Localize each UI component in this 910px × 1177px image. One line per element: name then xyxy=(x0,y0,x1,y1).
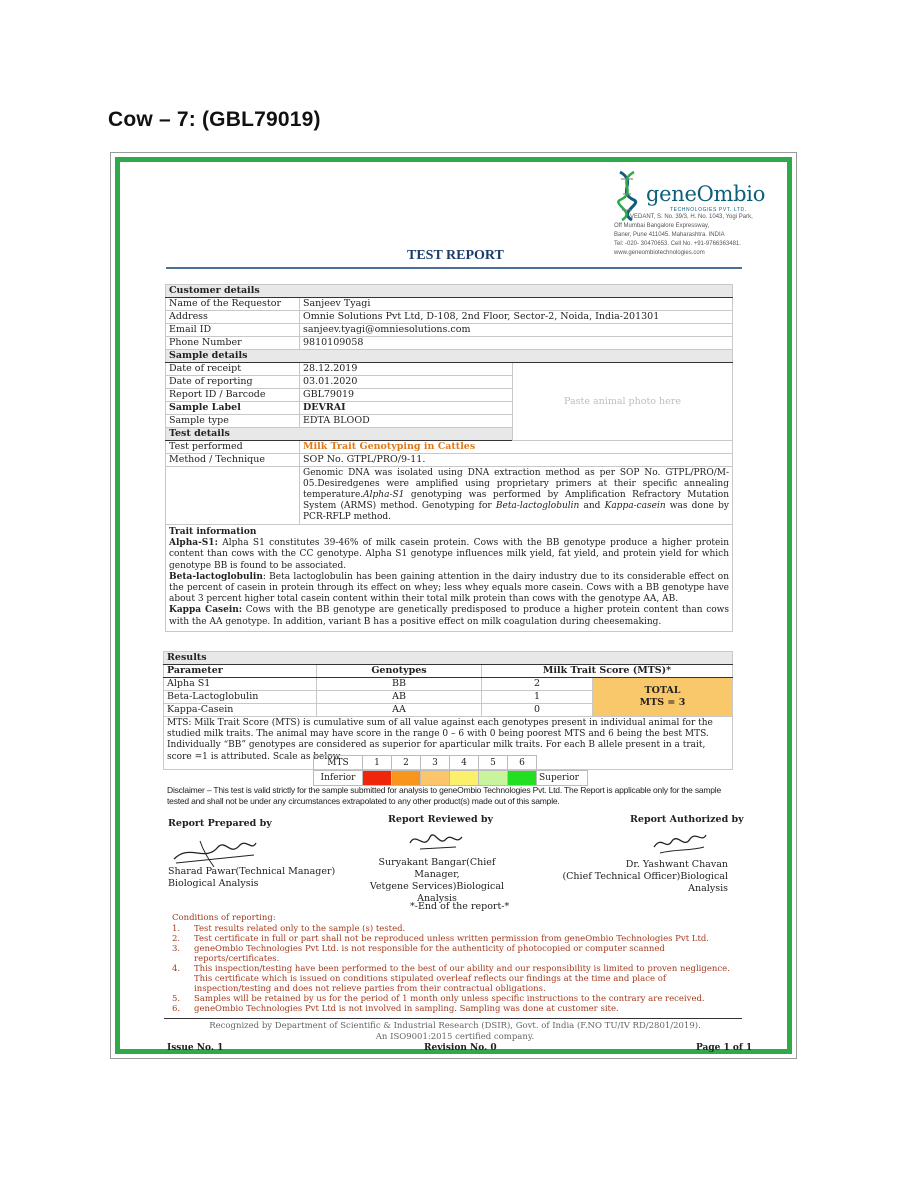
scale-swatch xyxy=(421,771,450,786)
sample-type: EDTA BLOOD xyxy=(300,415,513,428)
logo-name: geneOmbio xyxy=(646,182,766,206)
row-label: Name of the Requestor xyxy=(166,298,300,311)
address-value: Omnie Solutions Pvt Ltd, D-108, 2nd Floor, Sector-2, Noida, India-201301 xyxy=(300,311,733,324)
genotype-cell: BB xyxy=(317,678,482,691)
company-address xyxy=(614,213,753,258)
reviewed-signature xyxy=(406,825,466,855)
logo-subtitle: TECHNOLOGIES PVT. LTD. xyxy=(670,207,747,213)
table-row xyxy=(166,363,733,376)
report-title: TEST REPORT xyxy=(407,248,504,263)
reporting-date: 03.01.2020 xyxy=(300,376,513,389)
address-line: www.geneombiotechnologies.com xyxy=(614,250,705,256)
customer-section-header: Customer details xyxy=(166,285,733,298)
end-of-report: *-End of the report-* xyxy=(410,901,510,912)
scale-swatch xyxy=(479,771,508,786)
reviewed-heading: Report Reviewed by xyxy=(388,814,494,825)
results-section-header: Results xyxy=(164,652,733,665)
address-line: VEDANT, S. No. 39/3, H. No. 1043, Yogi Park, xyxy=(630,214,753,220)
parameter-cell: Alpha S1 xyxy=(164,678,317,691)
page-heading: Cow – 7: (GBL79019) xyxy=(108,108,321,131)
table-row xyxy=(166,467,733,525)
trait-information xyxy=(166,525,733,632)
list-item: 4. This inspection/testing have been performed to the best of our ability and our responsibility is limited to proven negligence. This certificate which is issued on conditions stipulated overleaf reflects our findings at the time and place of inspection/testing and does not relieve parties from their contractual obligations. xyxy=(172,964,730,994)
prepared-name: Sharad Pawar(Technical Manager) Biological Analysis xyxy=(168,866,336,889)
column-header: Genotypes xyxy=(317,665,482,678)
scale-number: 2 xyxy=(392,756,421,771)
table-row xyxy=(166,324,733,337)
footer-recognition: Recognized by Department of Scientific & Industrial Research (DSIR), Govt. of India (F.NO TU/IV RD/2801/2019). xyxy=(209,1021,701,1031)
column-header: Milk Trait Score (MTS)* xyxy=(482,665,733,678)
scale-number: 5 xyxy=(479,756,508,771)
animal-photo-placeholder: Paste animal photo here xyxy=(513,363,733,441)
conditions-of-reporting xyxy=(172,913,737,1014)
trait-title: Trait information xyxy=(169,527,257,537)
row-label: Report ID / Barcode xyxy=(166,389,300,402)
mts-explanation: MTS: Milk Trait Score (MTS) is cumulative sum of all value against each genotypes present in individual animal for the studied milk traits. The animal may have score in the range 0 – 6 with 0 being poorest MTS and 6 being the best MTS. Individually “BB” genotypes are considered as superior for aparticular milk traits. For each B allele present in a trait, score =1 is attributed. Scale as below: xyxy=(164,717,733,770)
table-row xyxy=(166,337,733,350)
reviewed-name: Suryakant Bangar(Chief Manager, Vetgene Services)Biological Analysis xyxy=(369,857,505,904)
receipt-date: 28.12.2019 xyxy=(300,363,513,376)
kappa-casein-info: Kappa Casein: Cows with the BB genotype are genetically predisposed to produce a higher protein content than cows with the AA genotype. In addition, variant B has a positive effect on milk coagulation during cheesemaking. xyxy=(169,605,729,627)
column-header: Parameter xyxy=(164,665,317,678)
scale-label: MTS xyxy=(314,756,363,771)
issue-number: Issue No. 1 xyxy=(167,1043,224,1053)
results-table xyxy=(163,651,733,770)
sample-section-header: Sample details xyxy=(166,350,733,363)
score-cell: 1 xyxy=(482,691,593,704)
row-label: Method / Technique xyxy=(166,454,300,467)
table-row xyxy=(166,311,733,324)
page-number: Page 1 of 1 xyxy=(696,1043,753,1053)
table-row xyxy=(166,441,733,454)
mts-scale xyxy=(313,755,588,786)
row-label: Phone Number xyxy=(166,337,300,350)
scale-swatch xyxy=(450,771,479,786)
scale-swatch xyxy=(508,771,537,786)
footer-iso: An ISO9001:2015 certified company. xyxy=(375,1032,535,1042)
scale-swatch xyxy=(363,771,392,786)
scale-superior-label: Superior xyxy=(537,771,588,786)
row-label: Sample Label xyxy=(166,402,300,415)
disclaimer: Disclaimer – This test is valid strictly for the sample submitted for analysis to geneOmbio Technologies Pvt. Ltd. The Report is applicable only for the sample tested and shall not be under any circumstances extrapolated to any other product(s) made out of this sample. xyxy=(167,785,722,806)
genotype-cell: AA xyxy=(317,704,482,717)
sample-label: DEVRAI xyxy=(300,402,513,415)
score-cell: 0 xyxy=(482,704,593,717)
authorized-signature xyxy=(650,827,710,857)
row-label: Email ID xyxy=(166,324,300,337)
genotype-cell: AB xyxy=(317,691,482,704)
score-cell: 2 xyxy=(482,678,593,691)
table-row xyxy=(166,454,733,467)
method-description: Genomic DNA was isolated using DNA extraction method as per SOP No. GTPL/PRO/M-05.Desiredgenes were amplified using proprietary primers at their specific annealing temperature.Alpha-S1 genotyping was performed by Amplification Refractory Mutation System (ARMS) method. Genotyping for Beta-lactoglobulin and Kappa-casein was done by PCR-RFLP method. xyxy=(300,467,733,525)
address-line: Baner, Pune 411045. Maharashtra. INDIA xyxy=(614,232,725,238)
scale-inferior-label: Inferior xyxy=(314,771,363,786)
table-row xyxy=(166,298,733,311)
details-table xyxy=(165,284,733,632)
report-id: GBL79019 xyxy=(300,389,513,402)
alpha-s1-info: Alpha-S1: Alpha S1 constitutes 39-46% of milk casein protein. Cows with the BB genotype produce a higher protein content than cows with the CC genotype. Alpha S1 genotype influences milk yield, fat yield, and protein yield for which genotype BB is found to be associated. xyxy=(169,538,729,571)
footer-divider xyxy=(164,1018,742,1019)
row-label: Sample type xyxy=(166,415,300,428)
conditions-title: Conditions of reporting: xyxy=(172,913,276,923)
row-label: Date of reporting xyxy=(166,376,300,389)
phone-value: 9810109058 xyxy=(300,337,733,350)
method-sop: SOP No. GTPL/PRO/9-11. xyxy=(300,454,733,467)
table-row xyxy=(164,678,733,691)
list-item: 3. geneOmbio Technologies Pvt Ltd. is not responsible for the authenticity of photocopied or computer scanned reports/certificates. xyxy=(172,944,665,964)
list-item: 2. Test certificate in full or part shall not be reproduced unless written permission from geneOmbio Technologies Pvt Ltd. xyxy=(172,934,710,944)
beta-lactoglobulin-info: Beta-lactoglobulin: Beta lactoglobulin has been gaining attention in the dairy industry due to its considerable effect on the percent of casein in protein through its effect on whey; less whey equals more casein. Cows with a BB genotype have about 3 percent higher total casein content within their total milk protein than cows with the genotype AA, AB. xyxy=(169,571,729,605)
email-value: sanjeev.tyagi@omniesolutions.com xyxy=(300,324,733,337)
prepared-heading: Report Prepared by xyxy=(168,818,272,829)
scale-number: 6 xyxy=(508,756,537,771)
row-label: Address xyxy=(166,311,300,324)
row-label: Date of receipt xyxy=(166,363,300,376)
scale-number: 3 xyxy=(421,756,450,771)
title-divider xyxy=(166,267,742,269)
test-performed: Milk Trait Genotyping in Cattles xyxy=(300,441,733,454)
scale-number: 1 xyxy=(363,756,392,771)
address-line: Off Mumbai Bangalore Expressway, xyxy=(614,223,710,229)
parameter-cell: Kappa-Casein xyxy=(164,704,317,717)
list-item: 5. Samples will be retained by us for the period of 1 month only unless specific instructions to the contrary are received. xyxy=(172,994,705,1004)
row-label: Test performed xyxy=(166,441,300,454)
scale-number: 4 xyxy=(450,756,479,771)
list-item: 1. Test results related only to the sample (s) tested. xyxy=(172,924,406,934)
revision-number: Revision No. 0 xyxy=(424,1043,497,1053)
parameter-cell: Beta-Lactoglobulin xyxy=(164,691,317,704)
address-line: Tel: -020- 30470653. Cell No. +91-9766363481. xyxy=(614,241,741,247)
test-section-header: Test details xyxy=(166,428,513,441)
requestor-name: Sanjeev Tyagi xyxy=(300,298,733,311)
scale-swatch xyxy=(392,771,421,786)
authorized-name: Dr. Yashwant Chavan (Chief Technical Officer)Biological Analysis xyxy=(562,859,728,894)
list-item: 6. geneOmbio Technologies Pvt Ltd is not involved in sampling. Sampling was done at customer site. xyxy=(172,1004,619,1014)
authorized-heading: Report Authorized by xyxy=(630,814,744,825)
total-mts-badge: TOTAL MTS = 3 xyxy=(593,678,733,717)
